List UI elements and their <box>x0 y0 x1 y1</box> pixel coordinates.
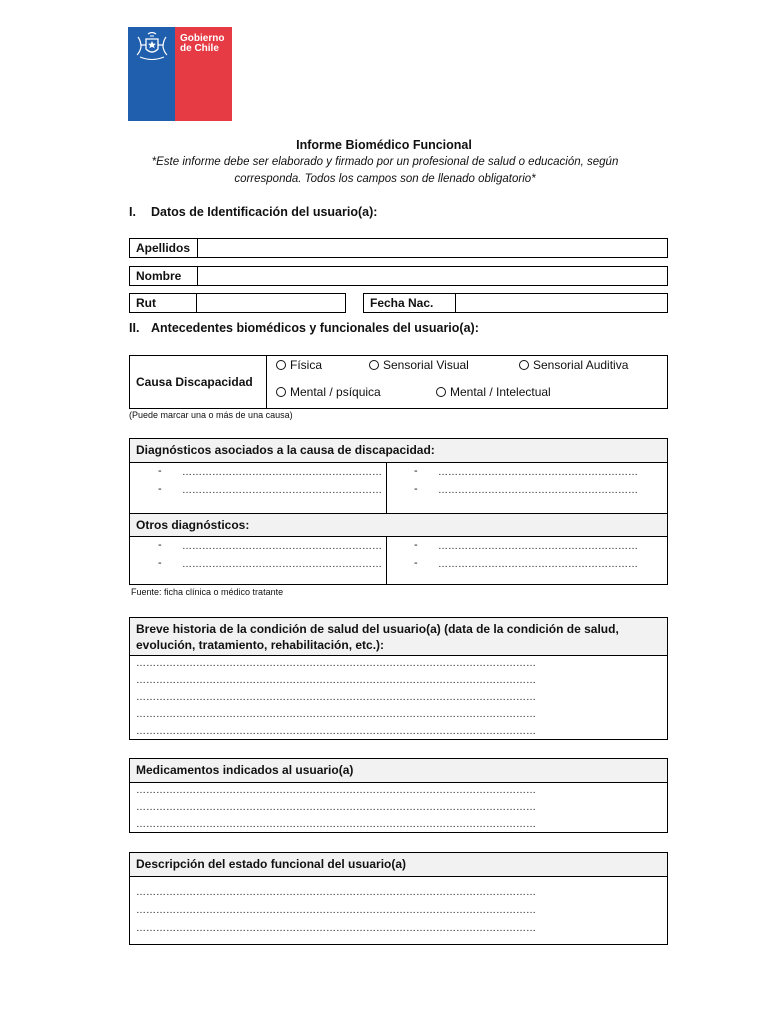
diag-line-left-2[interactable]: …………………………………………………… <box>182 485 382 496</box>
rut-row <box>129 293 346 313</box>
otros-dash: - <box>414 557 418 569</box>
causa-note: (Puede marcar una o más de una causa) <box>129 410 293 420</box>
medicamentos-line-3[interactable]: ………………………………………………………………………………………………………… <box>136 819 536 830</box>
nombre-label: Nombre <box>130 267 198 285</box>
diag-dash: - <box>414 483 418 495</box>
otros-column-divider <box>386 537 387 584</box>
historia-line-4[interactable]: ………………………………………………………………………………………………………… <box>136 709 536 720</box>
option-fisica[interactable] <box>276 358 322 372</box>
otros-dash: - <box>158 557 162 569</box>
medicamentos-header: Medicamentos indicados al usuario(a) <box>130 759 667 783</box>
rut-label: Rut <box>130 294 197 312</box>
radio-sensorial-visual-icon <box>369 360 379 370</box>
section-1-heading <box>129 205 377 219</box>
option-fisica-label: Física <box>290 358 323 372</box>
apellidos-label: Apellidos <box>130 239 198 257</box>
radio-mental-psiquica-icon <box>276 387 286 397</box>
historia-line-1[interactable]: ………………………………………………………………………………………………………… <box>136 658 536 669</box>
section-1-title: Datos de Identificación del usuario(a): <box>151 205 378 219</box>
diag-dash: - <box>414 465 418 477</box>
otros-line-left-2[interactable]: …………………………………………………… <box>182 559 382 570</box>
otros-line-left-1[interactable]: …………………………………………………… <box>182 541 382 552</box>
diag-dash: - <box>158 483 162 495</box>
section-2-title: Antecedentes biomédicos y funcionales del usuario(a): <box>151 321 479 335</box>
section-2-heading <box>129 321 479 335</box>
diag-line-left-1[interactable]: …………………………………………………… <box>182 467 382 478</box>
gobierno-de-chile-logo <box>128 27 232 121</box>
estado-funcional-line-1[interactable]: ………………………………………………………………………………………………………… <box>136 887 536 898</box>
nombre-row <box>129 266 668 286</box>
fecha-nacimiento-row <box>363 293 668 313</box>
section-2-number: II. <box>129 321 140 335</box>
option-mental-psiquica-label: Mental / psíquica <box>290 385 381 399</box>
section-1-number: I. <box>129 205 136 219</box>
logo-text-line1: Gobierno <box>180 33 225 44</box>
historia-header: Breve historia de la condición de salud del usuario(a) (data de la condición de salud, evolución, tratamiento, rehabilitación, etc.): <box>130 618 667 656</box>
radio-mental-intelectual-icon <box>436 387 446 397</box>
causa-discapacidad-label: Causa Discapacidad <box>130 356 267 408</box>
medicamentos-box <box>129 758 668 833</box>
historia-line-5[interactable]: ………………………………………………………………………………………………………… <box>136 726 536 737</box>
historia-line-3[interactable]: ………………………………………………………………………………………………………… <box>136 692 536 703</box>
diagnosticos-header: Diagnósticos asociados a la causa de discapacidad: <box>130 439 667 463</box>
otros-line-right-2[interactable]: …………………………………………………… <box>438 559 638 570</box>
diagnosticos-column-divider <box>386 463 387 513</box>
diag-line-right-2[interactable]: …………………………………………………… <box>438 485 638 496</box>
logo-text-line2: de Chile <box>180 43 219 54</box>
fuente-note: Fuente: ficha clínica o médico tratante <box>131 587 284 597</box>
coat-of-arms-icon <box>132 31 172 61</box>
medicamentos-line-2[interactable]: ………………………………………………………………………………………………………… <box>136 802 536 813</box>
historia-line-2[interactable]: ………………………………………………………………………………………………………… <box>136 675 536 686</box>
option-mental-psiquica[interactable] <box>276 385 381 399</box>
diag-line-right-1[interactable]: …………………………………………………… <box>438 467 638 478</box>
historia-box <box>129 617 668 740</box>
radio-sensorial-auditiva-icon <box>519 360 529 370</box>
option-mental-intelectual-label: Mental / Intelectual <box>450 385 551 399</box>
option-sensorial-auditiva[interactable] <box>519 358 628 372</box>
page-subtitle: *Este informe debe ser elaborado y firmado por un profesional de salud o educación, según corresponda. Todos los campos son de llenado obligatorio* <box>151 156 619 185</box>
otros-dash: - <box>414 539 418 551</box>
otros-dash: - <box>158 539 162 551</box>
estado-funcional-line-3[interactable]: ………………………………………………………………………………………………………… <box>136 923 536 934</box>
apellidos-row <box>129 238 668 258</box>
option-sensorial-visual-label: Sensorial Visual <box>383 358 469 372</box>
apellidos-field[interactable] <box>200 239 669 259</box>
diagnosticos-box <box>129 438 668 585</box>
rut-field[interactable] <box>199 294 347 314</box>
radio-fisica-icon <box>276 360 286 370</box>
causa-discapacidad-box <box>129 355 668 409</box>
page-title: Informe Biomédico Funcional <box>296 138 472 152</box>
otros-line-right-1[interactable]: …………………………………………………… <box>438 541 638 552</box>
nombre-field[interactable] <box>200 267 669 287</box>
option-sensorial-auditiva-label: Sensorial Auditiva <box>533 358 629 372</box>
option-mental-intelectual[interactable] <box>436 385 551 399</box>
fecha-nacimiento-field[interactable] <box>458 294 669 314</box>
otros-diagnosticos-header: Otros diagnósticos: <box>130 513 667 537</box>
estado-funcional-header: Descripción del estado funcional del usuario(a) <box>130 853 667 877</box>
fecha-nacimiento-label: Fecha Nac. <box>364 294 456 312</box>
diag-dash: - <box>158 465 162 477</box>
estado-funcional-box <box>129 852 668 945</box>
option-sensorial-visual[interactable] <box>369 358 469 372</box>
estado-funcional-line-2[interactable]: ………………………………………………………………………………………………………… <box>136 905 536 916</box>
medicamentos-line-1[interactable]: ………………………………………………………………………………………………………… <box>136 785 536 796</box>
